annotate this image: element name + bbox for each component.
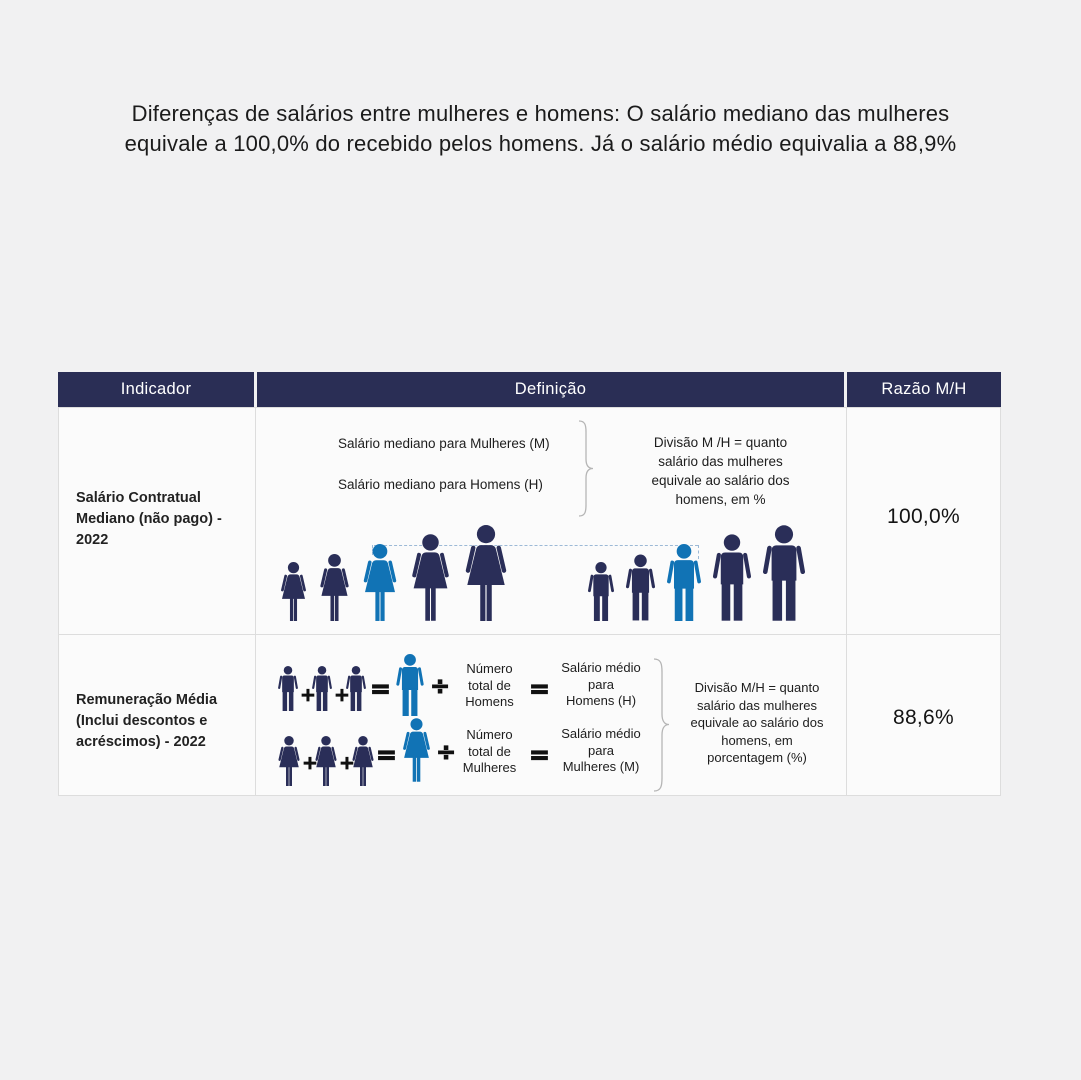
row2-ratio-value: 88,6% [892,706,955,729]
column-header-indicador: Indicador [58,372,254,407]
row2-women-result-label: Salário médio para Mulheres (M) [561,726,641,774]
row1-ratio-value: 100,0% [886,505,961,528]
woman-pictogram-icon [461,525,511,621]
column-divider-1 [255,407,256,796]
man-pictogram-icon [588,562,614,621]
row1-def-mulheres: Salário mediano para Mulheres (M) [338,436,550,451]
woman-pictogram-icon [408,534,453,621]
divide-operator: ÷ [436,738,457,766]
man-pictogram-icon [278,666,298,711]
row-divider [58,634,1001,635]
man-pictogram-icon [346,666,366,711]
row2-men-result-label: Salário médio para Homens (H) [561,660,641,708]
woman-pictogram-icon-highlighted [400,718,433,782]
woman-pictogram-icon-highlighted [360,544,400,621]
equals-operator: = [529,740,550,769]
plus-operator: + [302,752,318,774]
row2-men-count-label: Número total de Homens [465,661,514,709]
woman-pictogram-icon [317,554,352,621]
row2-note: Divisão M/H = quanto salário das mulheres equivale ao salário dos homens, em porcentagem (%) [690,680,824,765]
row2-women-count-label: Número total de Mulheres [462,727,517,775]
page-title-line2: equivale a 100,0% do recebido pelos homens. Já o salário médio equivalia a 88,9% [124,131,957,156]
page-title [0,99,1081,159]
curly-brace-icon [652,657,672,793]
woman-pictogram-icon [313,736,339,786]
plus-operator: + [334,684,350,706]
man-pictogram-icon-highlighted [667,544,701,621]
man-pictogram-icon [713,534,751,621]
equals-operator: = [376,740,397,769]
man-pictogram-icon [312,666,332,711]
man-pictogram-icon [626,554,655,621]
man-pictogram-icon-highlighted [396,654,424,716]
woman-pictogram-icon [350,736,376,786]
equals-operator: = [370,674,391,703]
column-header-definicao: Definição [257,372,844,407]
row1-note: Divisão M /H = quanto salário das mulheres equivale ao salário dos homens, em % [651,435,790,507]
women-pictogram-group [278,525,511,621]
woman-pictogram-icon [276,736,302,786]
divide-operator: ÷ [430,672,451,700]
plus-operator: + [339,752,355,774]
men-pictogram-group [588,525,805,621]
row1-indicator: Salário Contratual Mediano (não pago) - 2022 [76,490,222,548]
plus-operator: + [300,684,316,706]
curly-brace-icon [577,419,595,518]
man-pictogram-icon [763,525,805,621]
row2-indicator: Remuneração Média (Inclui descontos e acréscimos) - 2022 [76,692,218,750]
page-title-line1: Diferenças de salários entre mulheres e homens: O salário mediano das mulheres [131,101,950,126]
column-divider-2 [846,407,847,796]
woman-pictogram-icon [278,562,309,621]
column-header-razao-mh: Razão M/H [847,372,1001,407]
equals-operator: = [529,674,550,703]
row1-def-homens: Salário mediano para Homens (H) [338,477,543,492]
